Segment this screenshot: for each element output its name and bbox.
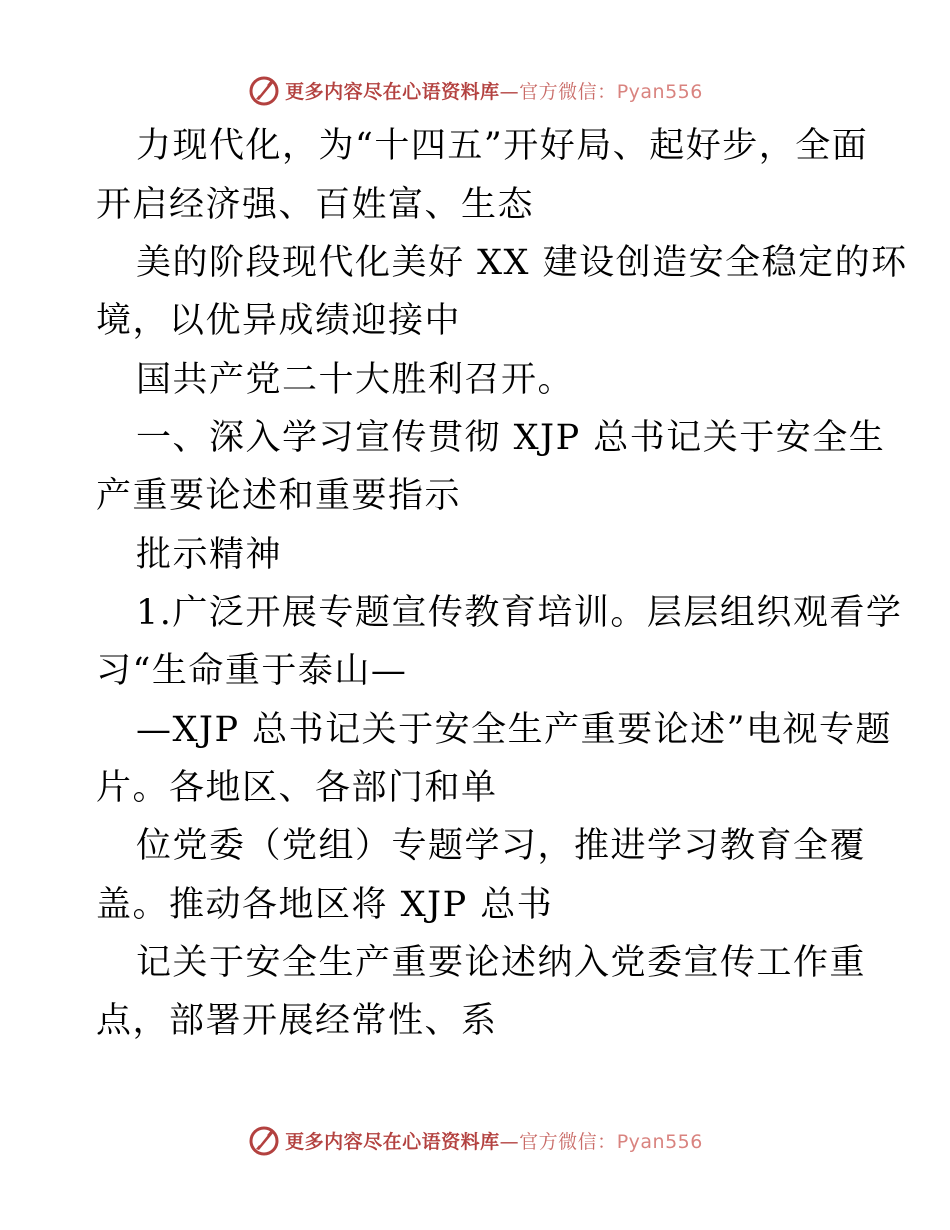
body-line: 片。各地区、各部门和单 bbox=[96, 768, 498, 808]
header-wechat-id: Pyan556 bbox=[616, 80, 703, 103]
body-line: 力现代化，为“十四五”开好局、起好步，全面 bbox=[136, 126, 869, 166]
body-line: 国共产党二十大胜利召开。 bbox=[136, 360, 575, 400]
body-line: 批示精神 bbox=[136, 535, 283, 575]
feather-pen-logo-icon bbox=[247, 73, 281, 107]
header-brand: 更多内容尽在心语资料库 bbox=[285, 80, 500, 103]
body-line: 位党委（党组）专题学习，推进学习教育全覆 bbox=[136, 826, 867, 866]
body-line: 境，以优异成绩迎接中 bbox=[96, 301, 462, 341]
footer-wechat-id: Pyan556 bbox=[616, 1130, 703, 1153]
body-line: 点，部署开展经常性、系 bbox=[96, 1001, 498, 1041]
header-separator: — bbox=[499, 80, 520, 103]
footer-text bbox=[285, 1127, 703, 1154]
feather-pen-logo-icon bbox=[247, 1123, 281, 1157]
footer-banner bbox=[0, 1120, 950, 1160]
header-banner bbox=[0, 70, 950, 110]
body-line: 1.广泛开展专题宣传教育培训。层层组织观看学 bbox=[136, 593, 903, 633]
body-line: 记关于安全生产重要论述纳入党委宣传工作重 bbox=[136, 943, 867, 983]
body-line: 一、深入学习宣传贯彻 XJP 总书记关于安全生 bbox=[136, 418, 886, 458]
footer-separator: — bbox=[499, 1130, 520, 1153]
body-line: —XJP 总书记关于安全生产重要论述”电视专题 bbox=[136, 710, 893, 750]
body-line: 盖。推动各地区将 XJP 总书 bbox=[96, 885, 554, 925]
body-line: 习“生命重于泰山— bbox=[96, 651, 408, 691]
header-wechat-label: 官方微信： bbox=[519, 80, 617, 103]
header-text bbox=[285, 77, 703, 104]
footer-wechat-label: 官方微信： bbox=[519, 1130, 617, 1153]
body-line: 开启经济强、百姓富、生态 bbox=[96, 185, 535, 225]
footer-brand: 更多内容尽在心语资料库 bbox=[285, 1130, 500, 1153]
body-line: 产重要论述和重要指示 bbox=[96, 476, 462, 516]
body-line: 美的阶段现代化美好 XX 建设创造安全稳定的环 bbox=[136, 243, 908, 283]
